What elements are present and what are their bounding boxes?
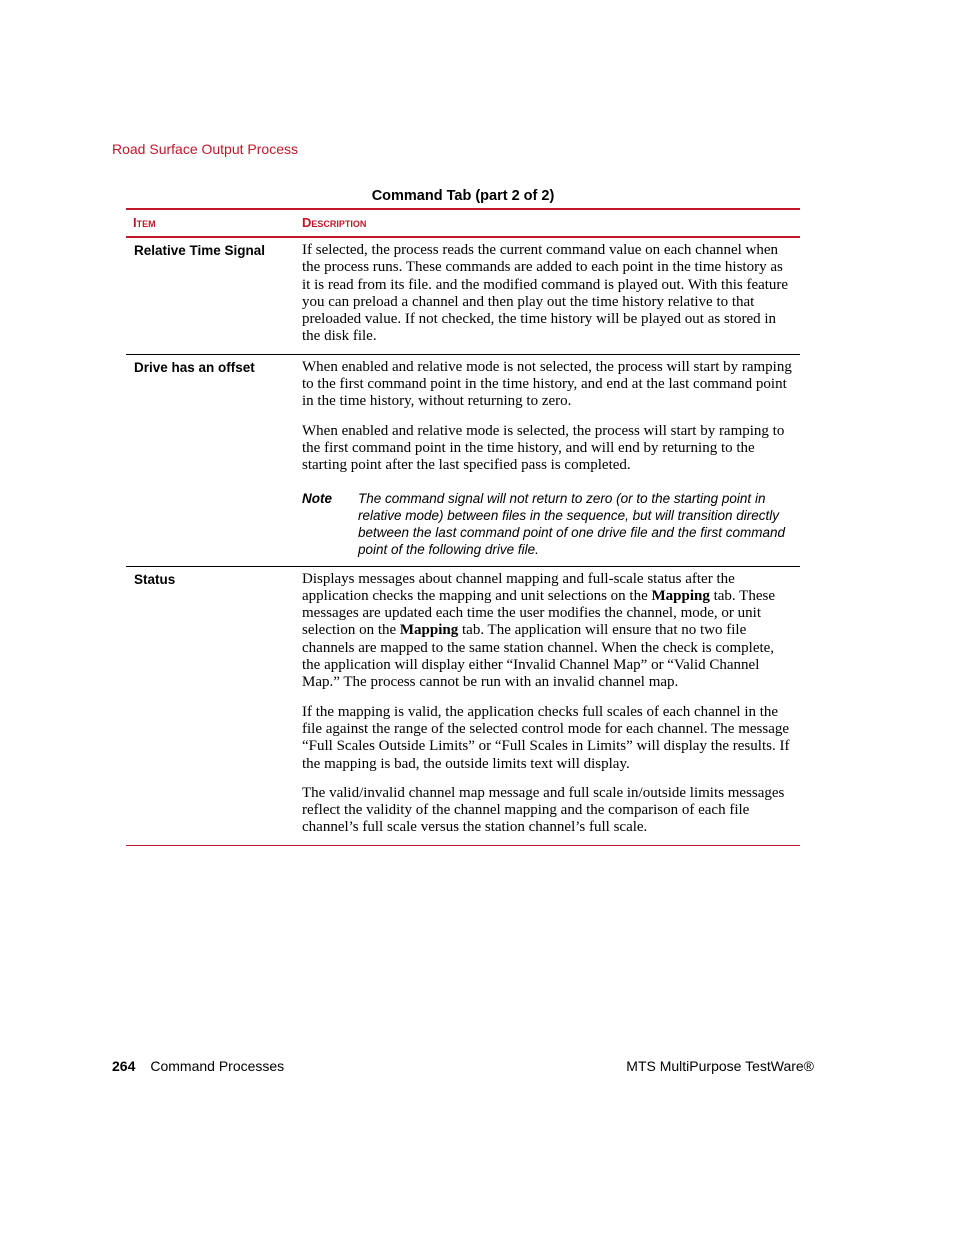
description-paragraph: When enabled and relative mode is not selected, the process will start by ramping to the first command point in the time history, and end at the last command point in the time history, without returning to zero. [302,358,792,410]
footer-product: MTS MultiPurpose TestWare® [626,1058,814,1074]
mapping-tab-reference: Mapping [399,622,459,639]
page-number: 264 [112,1058,136,1074]
note-text: The command signal will not return to zero (or to the starting point in relative mode) between files in the sequence, but will transition directly between the last command point of one drive file and the first command point of the following drive file. [358,490,785,557]
note-label: Note [302,490,332,506]
description-paragraph: The valid/invalid channel map message and full scale in/outside limits messages reflect the validity of the channel mapping and the comparison of each file channel’s full scale versus the station channel’s full scale. [302,784,785,836]
mapping-tab-reference: Mapping [651,587,710,604]
text-run: tab. These messages are updated each time the user modifies the channel, mode, or unit selection on the [302,587,775,639]
table-title: Command Tab (part 2 of 2) [371,188,555,204]
text-run: tab. The application will ensure that no two file channels are mapped to the same station channel. When the check is complete, the application will display either “Invalid Channel Map” or “Valid Channel Map.” The process cannot be run with an invalid channel map. [302,622,775,691]
header-item: Item [126,209,295,237]
description-drive-has-an-offset [295,354,800,566]
table-header-row [126,209,800,237]
text-run: Displays messages about channel mapping and full-scale status after the application checks the mapping and unit selections on the [302,570,735,604]
description-paragraph [302,571,792,692]
description-relative-time-signal [295,237,800,354]
footer-section: Command Processes [150,1058,285,1074]
item-relative-time-signal: Relative Time Signal [126,237,295,354]
header-description: Description [295,209,800,237]
description-paragraph: If the mapping is valid, the application checks full scales of each channel in the file against the range of the selected control mode for each channel. The message “Full Scales Outside Limits” or “Full Scales in Limits” will display the results. If the mapping is bad, the outside limits text will display. [302,703,790,772]
description-status [295,566,800,845]
note-block [302,490,792,558]
description-paragraph: If selected, the process reads the current command value on each channel when the process runs. These commands are added to each point in the time history as it is read from its file. and the modified command is played out. With this feature you can preload a channel and then play out the time history relative to that preloaded value. If not checked, the time history will be played out as stored in the disk file. [302,242,789,345]
item-drive-has-an-offset: Drive has an offset [126,354,295,566]
footer-left [112,1058,284,1074]
command-tab-table [126,208,800,846]
item-status: Status [126,566,295,845]
table-row-drive-has-an-offset [126,354,800,566]
description-paragraph: When enabled and relative mode is selected, the process will start by ramping to the first command point in the time history, and will end by returning to the starting point after the last specified pass is completed. [302,422,785,474]
table-row-status [126,566,800,845]
table-row-relative-time-signal [126,237,800,354]
running-head: Road Surface Output Process [112,141,298,157]
